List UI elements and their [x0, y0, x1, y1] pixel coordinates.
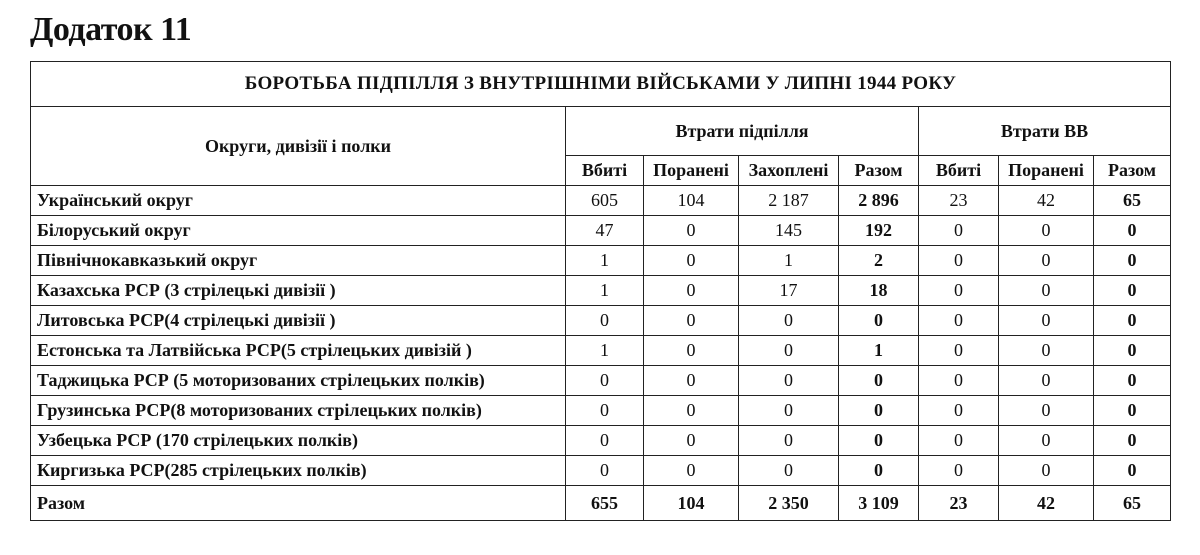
table-cell: 65: [1094, 186, 1171, 216]
table-row: [31, 216, 1171, 246]
table-cell: 0: [1094, 306, 1171, 336]
column-header: Вбиті: [919, 156, 999, 186]
table-cell: 0: [919, 426, 999, 456]
column-header: Вбиті: [566, 156, 644, 186]
table-cell: 0: [566, 306, 644, 336]
table-cell: 0: [739, 426, 839, 456]
table-cell: 0: [739, 396, 839, 426]
table-body: [31, 186, 1171, 486]
table-cell: 0: [644, 426, 739, 456]
total-cell: 104: [644, 486, 739, 521]
page-heading: Додаток 11: [30, 11, 192, 48]
table-cell: 0: [919, 306, 999, 336]
table-cell: 0: [644, 216, 739, 246]
table-cell: 0: [999, 396, 1094, 426]
table-cell: 145: [739, 216, 839, 246]
row-label: Таджицька РСР (5 моторизованих стрілецьких полків): [31, 366, 566, 396]
table-cell: 17: [739, 276, 839, 306]
table-cell: 0: [999, 366, 1094, 396]
table-cell: 0: [644, 276, 739, 306]
table-cell: 0: [644, 456, 739, 486]
table-cell: 0: [1094, 366, 1171, 396]
table-row: [31, 306, 1171, 336]
table-cell: 0: [839, 426, 919, 456]
total-cell: 3 109: [839, 486, 919, 521]
table-cell: 0: [1094, 336, 1171, 366]
table-cell: 1: [566, 246, 644, 276]
table-cell: 0: [1094, 216, 1171, 246]
table-cell: 0: [644, 366, 739, 396]
table-cell: 0: [644, 336, 739, 366]
table-cell: 0: [839, 366, 919, 396]
table-cell: 0: [566, 456, 644, 486]
table-cell: 0: [839, 306, 919, 336]
table-cell: 18: [839, 276, 919, 306]
table-cell: 23: [919, 186, 999, 216]
column-header: Разом: [1094, 156, 1171, 186]
total-cell: 65: [1094, 486, 1171, 521]
table-cell: 2: [839, 246, 919, 276]
table-cell: 0: [919, 216, 999, 246]
total-cell: 23: [919, 486, 999, 521]
table-cell: 2 896: [839, 186, 919, 216]
table-cell: 0: [1094, 276, 1171, 306]
table-cell: 0: [839, 456, 919, 486]
row-label: Казахська РСР (3 стрілецькі дивізії ): [31, 276, 566, 306]
table-cell: 0: [1094, 426, 1171, 456]
total-cell: 2 350: [739, 486, 839, 521]
table-cell: 0: [739, 456, 839, 486]
table-cell: 0: [999, 426, 1094, 456]
table-row: [31, 456, 1171, 486]
table-cell: 104: [644, 186, 739, 216]
table-cell: 192: [839, 216, 919, 246]
row-label: Узбецька РСР (170 стрілецьких полків): [31, 426, 566, 456]
table-cell: 0: [919, 276, 999, 306]
table-cell: 0: [739, 336, 839, 366]
table-cell: 0: [566, 426, 644, 456]
table-cell: 2 187: [739, 186, 839, 216]
row-label: Литовська РСР(4 стрілецькі дивізії ): [31, 306, 566, 336]
table-cell: 1: [566, 276, 644, 306]
table-cell: 0: [739, 366, 839, 396]
table-row: [31, 186, 1171, 216]
table-row: [31, 366, 1171, 396]
table-cell: 0: [919, 396, 999, 426]
row-label: Білоруський округ: [31, 216, 566, 246]
table-cell: 0: [566, 366, 644, 396]
table-cell: 0: [919, 366, 999, 396]
total-cell: 42: [999, 486, 1094, 521]
table-row: [31, 426, 1171, 456]
row-label: Естонська та Латвійська РСР(5 стрілецьких дивізій ): [31, 336, 566, 366]
column-header: Захоплені: [739, 156, 839, 186]
table-cell: 42: [999, 186, 1094, 216]
column-header: Поранені: [644, 156, 739, 186]
table-cell: 0: [919, 456, 999, 486]
table-cell: 1: [566, 336, 644, 366]
row-header: Округи, дивізії і полки: [31, 107, 566, 186]
table-cell: 0: [999, 336, 1094, 366]
table-cell: 0: [644, 306, 739, 336]
table-row: [31, 396, 1171, 426]
row-label: Грузинська РСР(8 моторизованих стрілецьких полків): [31, 396, 566, 426]
table-cell: 0: [919, 246, 999, 276]
table-cell: 0: [644, 396, 739, 426]
table-title: БОРОТЬБА ПІДПІЛЛЯ З ВНУТРІШНІМИ ВІЙСЬКАМИ У ЛИПНІ 1944 РОКУ: [31, 62, 1171, 107]
table-cell: 0: [1094, 396, 1171, 426]
table-cell: 0: [644, 246, 739, 276]
table-cell: 605: [566, 186, 644, 216]
table-cell: 1: [839, 336, 919, 366]
table-cell: 0: [999, 216, 1094, 246]
table-cell: 0: [919, 336, 999, 366]
table-cell: 0: [999, 306, 1094, 336]
table-cell: 0: [999, 456, 1094, 486]
table-cell: 47: [566, 216, 644, 246]
table-cell: 0: [999, 246, 1094, 276]
table-row: [31, 336, 1171, 366]
table-cell: 1: [739, 246, 839, 276]
losses-table: [30, 61, 1171, 521]
total-cell: 655: [566, 486, 644, 521]
row-label: Киргизька РСР(285 стрілецьких полків): [31, 456, 566, 486]
table-cell: 0: [839, 396, 919, 426]
table-row: [31, 276, 1171, 306]
total-row: [31, 486, 1171, 521]
column-header: Поранені: [999, 156, 1094, 186]
table-row: [31, 246, 1171, 276]
table-cell: 0: [739, 306, 839, 336]
group-header-underground: Втрати підпілля: [566, 107, 919, 156]
table-cell: 0: [1094, 246, 1171, 276]
table-cell: 0: [999, 276, 1094, 306]
table-cell: 0: [1094, 456, 1171, 486]
column-header: Разом: [839, 156, 919, 186]
table-cell: 0: [566, 396, 644, 426]
group-header-vv: Втрати ВВ: [919, 107, 1171, 156]
row-label: Український округ: [31, 186, 566, 216]
row-label: Північнокавказький округ: [31, 246, 566, 276]
total-label: Разом: [31, 486, 566, 521]
